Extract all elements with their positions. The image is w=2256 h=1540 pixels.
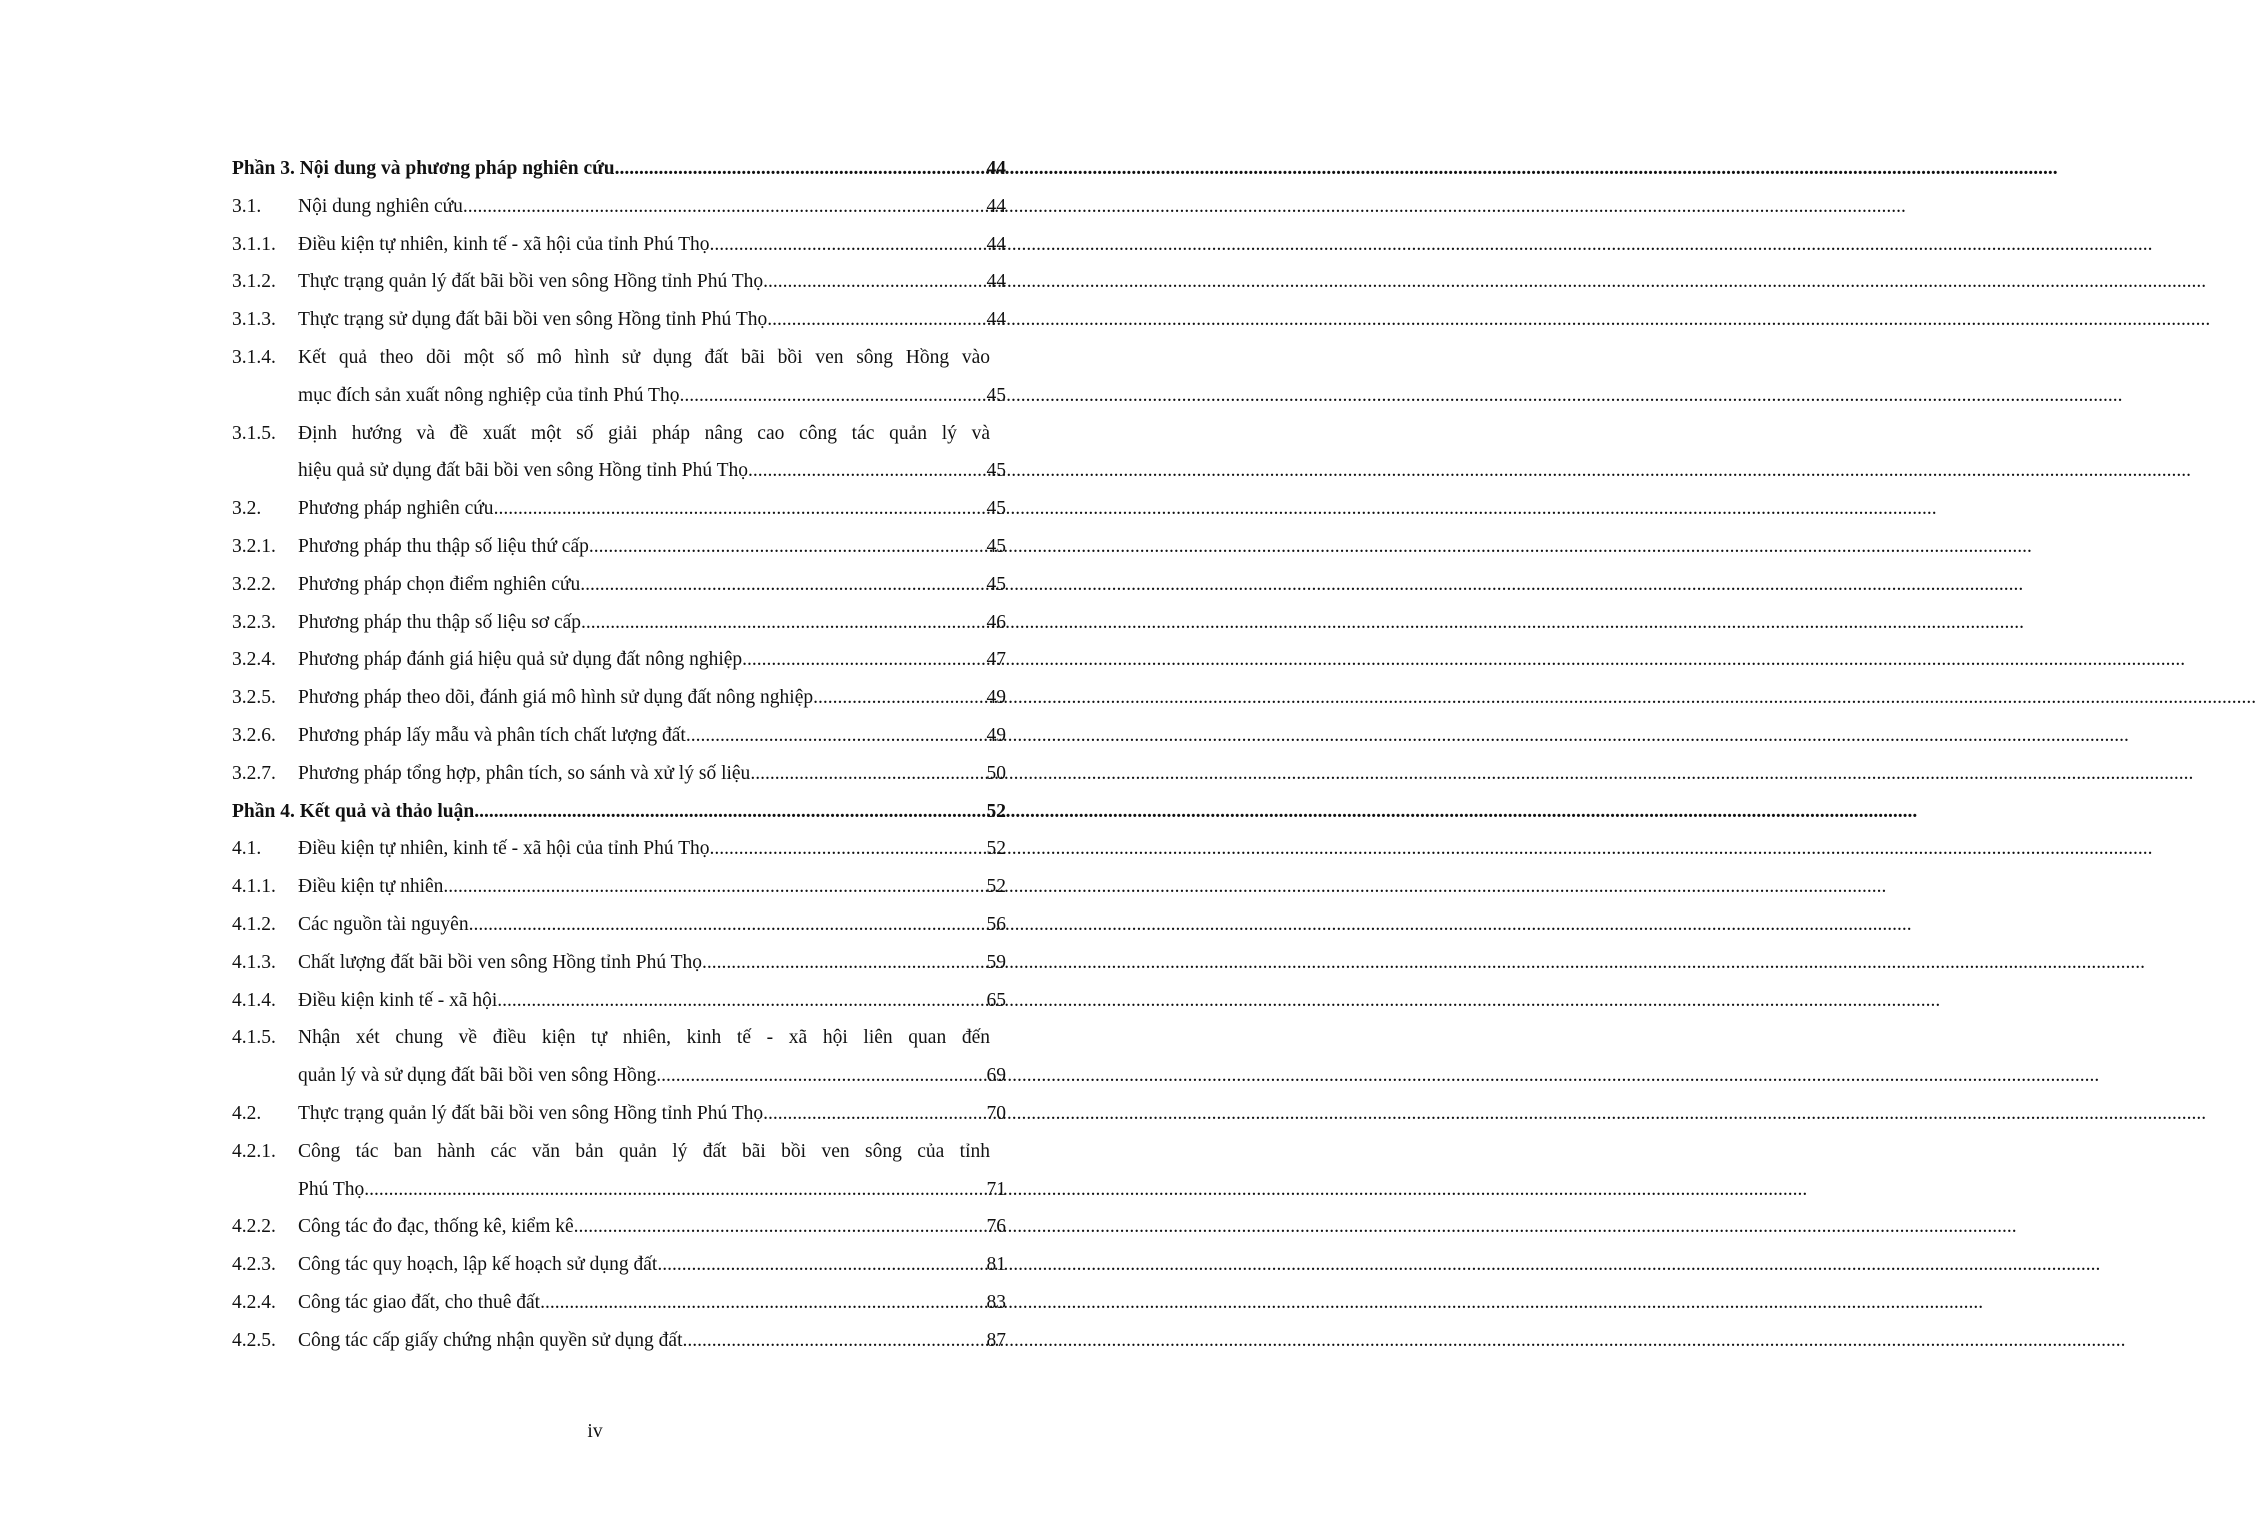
toc-entry-title: Phương pháp tổng hợp, phân tích, so sánh và xử lý số liệu bbox=[298, 762, 751, 784]
toc-entry-page: 44 bbox=[986, 158, 1006, 179]
toc-entry-title: mục đích sản xuất nông nghiệp của tỉnh Phú Thọ bbox=[298, 384, 680, 406]
toc-entry-number: 3.2.5. bbox=[232, 687, 276, 709]
toc-entry-title: Nội dung nghiên cứu bbox=[298, 195, 463, 217]
dot-leader bbox=[683, 1322, 987, 1360]
toc-entry-title: Công tác cấp giấy chứng nhận quyền sử dụng đất bbox=[298, 1329, 683, 1351]
toc-entry-page: 49 bbox=[986, 687, 1006, 709]
toc-entry-page: 45 bbox=[986, 384, 1006, 406]
dot-leader bbox=[469, 906, 987, 944]
toc-entry-number: 3.1.1. bbox=[232, 233, 276, 255]
toc-entry-title: Phương pháp chọn điểm nghiên cứu bbox=[298, 573, 581, 595]
toc-entry-number: 3.1.3. bbox=[232, 309, 276, 331]
toc-entry-title: Phú Thọ bbox=[298, 1178, 365, 1200]
toc-entry-number: 3.1. bbox=[232, 195, 262, 217]
toc-entry-number: 3.2. bbox=[232, 498, 262, 520]
dot-leader bbox=[813, 679, 986, 717]
dot-leader bbox=[710, 830, 987, 868]
toc-entry-number: 4.2.2. bbox=[232, 1216, 276, 1238]
dot-leader bbox=[763, 263, 986, 301]
toc-entry-page: 44 bbox=[986, 309, 1006, 331]
toc-entry-page: 81 bbox=[986, 1254, 1006, 1276]
toc-entry-title: Phương pháp thu thập số liệu sơ cấp bbox=[298, 611, 582, 633]
toc-entry-number: 4.2.5. bbox=[232, 1329, 276, 1351]
toc-entry[interactable] bbox=[232, 679, 1006, 717]
toc-entry-number: 4.1. bbox=[232, 838, 262, 860]
toc-entry-title: Phần 4. Kết quả và thảo luận bbox=[232, 800, 475, 822]
table-of-contents bbox=[232, 150, 1006, 1360]
toc-entry-page: 44 bbox=[986, 233, 1006, 255]
toc-entry-title-line1: Nhận xét chung về điều kiện tự nhiên, kinh tế - xã hội liên quan đến bbox=[298, 1027, 990, 1049]
toc-entry-page: 52 bbox=[986, 800, 1006, 822]
dot-leader bbox=[474, 793, 986, 831]
toc-entry[interactable] bbox=[232, 906, 1006, 944]
toc-entry-number: 4.1.1. bbox=[232, 876, 276, 898]
toc-entry[interactable] bbox=[232, 301, 1006, 339]
toc-entry-number: 3.2.6. bbox=[232, 724, 276, 746]
toc-entry-first-line[interactable] bbox=[232, 339, 1006, 377]
toc-entry[interactable] bbox=[232, 830, 1006, 868]
toc-entry[interactable] bbox=[232, 1246, 1006, 1284]
toc-entry-page: 45 bbox=[986, 573, 1006, 595]
toc-entry-page: 65 bbox=[986, 989, 1006, 1011]
toc-entry[interactable] bbox=[232, 1171, 1006, 1209]
toc-entry-title: Thực trạng quản lý đất bãi bồi ven sông Hồng tỉnh Phú Thọ bbox=[298, 1102, 764, 1124]
toc-entry-page: 50 bbox=[986, 762, 1006, 784]
dot-leader bbox=[580, 566, 986, 604]
toc-entry[interactable] bbox=[232, 755, 1006, 793]
dot-leader bbox=[574, 1208, 987, 1246]
toc-entry-title: Phương pháp đánh giá hiệu quả sử dụng đất nông nghiệp bbox=[298, 649, 743, 671]
toc-entry[interactable] bbox=[232, 452, 1006, 490]
toc-entry-title: quản lý và sử dụng đất bãi bồi ven sông Hồng bbox=[298, 1065, 657, 1087]
toc-entry-page: 52 bbox=[986, 876, 1006, 898]
toc-entry[interactable] bbox=[232, 604, 1006, 642]
toc-entry-first-line[interactable] bbox=[232, 1133, 1006, 1171]
dot-leader bbox=[679, 377, 986, 415]
toc-entry-number: 3.2.7. bbox=[232, 762, 276, 784]
toc-entry-page: 52 bbox=[986, 838, 1006, 860]
toc-entry-page: 87 bbox=[986, 1329, 1006, 1351]
toc-entry-number: 3.1.4. bbox=[232, 346, 276, 368]
toc-part-heading[interactable] bbox=[232, 150, 1006, 188]
toc-entry-number: 4.1.3. bbox=[232, 951, 276, 973]
toc-entry-page: 71 bbox=[986, 1178, 1006, 1200]
toc-entry-number: 4.2. bbox=[232, 1102, 262, 1124]
toc-entry-title: Phương pháp thu thập số liệu thứ cấp bbox=[298, 535, 589, 557]
toc-entry[interactable] bbox=[232, 188, 1006, 226]
toc-entry-title: Phương pháp theo dõi, đánh giá mô hình sử dụng đất nông nghiệp bbox=[298, 687, 814, 709]
dot-leader bbox=[748, 452, 986, 490]
toc-entry-title: Điều kiện tự nhiên, kinh tế - xã hội của tỉnh Phú Thọ bbox=[298, 838, 710, 860]
toc-entry[interactable] bbox=[232, 490, 1006, 528]
toc-entry-title: Điều kiện kinh tế - xã hội bbox=[298, 989, 498, 1011]
toc-entry-number: 4.1.4. bbox=[232, 989, 276, 1011]
toc-entry[interactable] bbox=[232, 1095, 1006, 1133]
toc-part-heading[interactable] bbox=[232, 793, 1006, 831]
toc-entry-number: 4.1.5. bbox=[232, 1027, 276, 1049]
toc-entry[interactable] bbox=[232, 1322, 1006, 1360]
dot-leader bbox=[589, 528, 987, 566]
toc-entry[interactable] bbox=[232, 566, 1006, 604]
toc-entry-page: 49 bbox=[986, 724, 1006, 746]
toc-entry[interactable] bbox=[232, 226, 1006, 264]
toc-entry[interactable] bbox=[232, 528, 1006, 566]
toc-entry-page: 76 bbox=[986, 1216, 1006, 1238]
dot-leader bbox=[443, 868, 986, 906]
toc-entry-title: hiệu quả sử dụng đất bãi bồi ven sông Hồng tỉnh Phú Thọ bbox=[298, 460, 749, 482]
toc-entry-first-line[interactable] bbox=[232, 1019, 1006, 1057]
toc-entry-page: 70 bbox=[986, 1102, 1006, 1124]
toc-entry-title: Công tác đo đạc, thống kê, kiểm kê bbox=[298, 1216, 574, 1238]
toc-entry-title-line1: Định hướng và đề xuất một số giải pháp nâng cao công tác quản lý và bbox=[298, 422, 990, 444]
toc-entry-page: 45 bbox=[986, 498, 1006, 520]
toc-entry-title: Công tác giao đất, cho thuê đất bbox=[298, 1291, 541, 1313]
dot-leader bbox=[540, 1284, 986, 1322]
dot-leader bbox=[710, 226, 987, 264]
toc-entry-title: Các nguồn tài nguyên bbox=[298, 913, 469, 935]
toc-entry[interactable] bbox=[232, 377, 1006, 415]
toc-entry-number: 3.2.4. bbox=[232, 649, 276, 671]
toc-entry-page: 45 bbox=[986, 460, 1006, 482]
dot-leader bbox=[767, 301, 986, 339]
toc-entry-title: Chất lượng đất bãi bồi ven sông Hồng tỉnh Phú Thọ bbox=[298, 951, 703, 973]
toc-entry-title: Thực trạng sử dụng đất bãi bồi ven sông Hồng tỉnh Phú Thọ bbox=[298, 309, 768, 331]
toc-entry-title-line1: Kết quả theo dõi một số mô hình sử dụng đất bãi bồi ven sông Hồng vào bbox=[298, 346, 990, 368]
toc-entry-title: Phương pháp nghiên cứu bbox=[298, 498, 494, 520]
toc-entry-title: Phương pháp lấy mẫu và phân tích chất lượng đất bbox=[298, 724, 686, 746]
toc-entry-page: 69 bbox=[986, 1065, 1006, 1087]
dot-leader bbox=[657, 1246, 986, 1284]
dot-leader bbox=[686, 717, 987, 755]
dot-leader bbox=[497, 982, 986, 1020]
toc-entry-number: 3.2.2. bbox=[232, 573, 276, 595]
toc-entry-number: 3.2.3. bbox=[232, 611, 276, 633]
toc-entry-page: 44 bbox=[986, 195, 1006, 217]
toc-entry[interactable] bbox=[232, 868, 1006, 906]
toc-entry-first-line[interactable] bbox=[232, 415, 1006, 453]
toc-entry-page: 44 bbox=[986, 271, 1006, 293]
toc-entry-page: 45 bbox=[986, 535, 1006, 557]
dot-leader bbox=[364, 1171, 986, 1209]
dot-leader bbox=[463, 188, 987, 226]
toc-entry-title: Phần 3. Nội dung và phương pháp nghiên cứu bbox=[232, 158, 615, 179]
toc-entry[interactable] bbox=[232, 641, 1006, 679]
dot-leader bbox=[742, 641, 986, 679]
dot-leader bbox=[615, 150, 987, 188]
toc-entry[interactable] bbox=[232, 1284, 1006, 1322]
toc-entry-number: 4.2.3. bbox=[232, 1254, 276, 1276]
toc-entry-number: 3.2.1. bbox=[232, 535, 276, 557]
toc-entry-page: 59 bbox=[986, 951, 1006, 973]
dot-leader bbox=[494, 490, 987, 528]
dot-leader bbox=[656, 1057, 986, 1095]
toc-entry[interactable] bbox=[232, 263, 1006, 301]
toc-entry[interactable] bbox=[232, 944, 1006, 982]
toc-entry[interactable] bbox=[232, 1208, 1006, 1246]
toc-entry-title: Điều kiện tự nhiên, kinh tế - xã hội của tỉnh Phú Thọ bbox=[298, 233, 710, 255]
toc-entry-number: 4.2.4. bbox=[232, 1291, 276, 1313]
toc-entry-page: 47 bbox=[986, 649, 1006, 671]
dot-leader bbox=[750, 755, 986, 793]
toc-entry-number: 4.1.2. bbox=[232, 913, 276, 935]
page-number: iv bbox=[587, 1421, 603, 1442]
toc-entry-number: 3.1.5. bbox=[232, 422, 276, 444]
toc-entry-title-line1: Công tác ban hành các văn bản quản lý đất bãi bồi ven sông của tỉnh bbox=[298, 1140, 990, 1162]
dot-leader bbox=[581, 604, 986, 642]
toc-entry[interactable] bbox=[232, 982, 1006, 1020]
toc-entry-title: Công tác quy hoạch, lập kế hoạch sử dụng đất bbox=[298, 1254, 658, 1276]
toc-entry-number: 3.1.2. bbox=[232, 271, 276, 293]
toc-entry-page: 56 bbox=[986, 913, 1006, 935]
toc-entry-title: Điều kiện tự nhiên bbox=[298, 876, 444, 898]
dot-leader bbox=[702, 944, 986, 982]
toc-entry-page: 46 bbox=[986, 611, 1006, 633]
toc-entry-page: 83 bbox=[986, 1291, 1006, 1313]
toc-entry-title: Thực trạng quản lý đất bãi bồi ven sông Hồng tỉnh Phú Thọ bbox=[298, 271, 764, 293]
toc-entry[interactable] bbox=[232, 717, 1006, 755]
toc-entry[interactable] bbox=[232, 1057, 1006, 1095]
dot-leader bbox=[763, 1095, 986, 1133]
toc-entry-number: 4.2.1. bbox=[232, 1140, 276, 1162]
